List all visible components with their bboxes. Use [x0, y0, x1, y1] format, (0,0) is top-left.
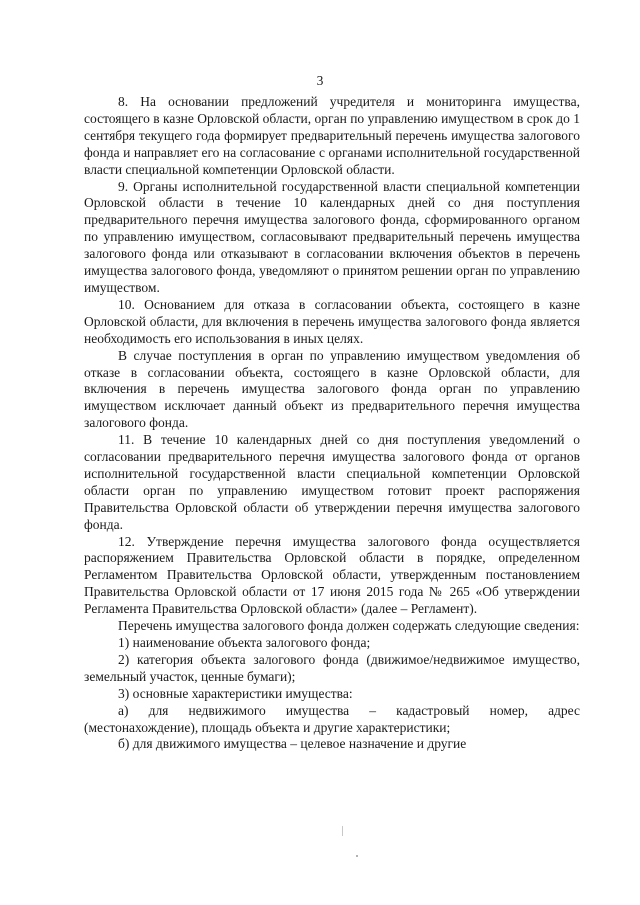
paragraph-list-intro: Перечень имущества залогового фонда должен содержать следующие сведения:	[118, 618, 580, 634]
scan-dot	[356, 855, 358, 857]
list-item-3a: а) для недвижимого имущества – кадастровый номер, адрес (местонахождение), площадь объекта и другие характеристики;	[84, 702, 580, 735]
paragraph-10-refusal: В случае поступления в орган по управлению имуществом уведомления об отказе в согласовании объекта, состоящего в казне Орловской области, для включения в перечень имущества залогового фонда орган по управлению имуществом исключает данный объект из предварительного перечня имущества залогового фонда.	[84, 347, 580, 431]
list-item-1: 1) наименование объекта залогового фонда;	[118, 635, 371, 650]
paragraph-12: 12. Утверждение перечня имущества залогового фонда осуществляется распоряжением Правительства Орловской области в порядке, определенном Регламентом Правительства Орловской области, утвержденным постановлением Правительства Орловской области от 17 июня 2015 года № 265 «Об утверждении Регламента Правительства Орловской области» (далее – Регламент).	[84, 533, 580, 617]
list-item-2: 2) категория объекта залогового фонда (движимое/недвижимое имущество, земельный участок, ценные бумаги);	[84, 651, 580, 684]
page-number: 3	[316, 73, 324, 88]
list-item-3: 3) основные характеристики имущества:	[118, 685, 353, 701]
paragraph-8: 8. На основании предложений учредителя и мониторинга имущества, состоящего в казне Орловской области, орган по управлению имуществом в срок до 1 сентября текущего года формирует предварительный перечень имущества залогового фонда и направляет его на согласование с органами исполнительной государственной власти специальной компетенции Орловской области.	[84, 94, 580, 177]
list-item-3b: б) для движимого имущества – целевое назначение и другие	[118, 736, 467, 752]
paragraph-11: 11. В течение 10 календарных дней со дня поступления уведомлений о согласовании предварительного перечня имущества залогового фонда от органов исполнительной государственной власти специальной компетенции Орловской области орган по управлению имуществом готовит проект распоряжения Правительства Орловской области об утверждении перечня имущества залогового фонда.	[84, 432, 580, 532]
scan-artifact	[342, 826, 343, 836]
document-body	[84, 94, 580, 753]
paragraph-10: 10. Основанием для отказа в согласовании объекта, состоящего в казне Орловской области, для включения в перечень имущества залогового фонда является необходимость его использования в иных целях.	[84, 296, 580, 346]
paragraph-9: 9. Органы исполнительной государственной власти специальной компетенции Орловской области в течение 10 календарных дней со дня поступления предварительного перечня имущества залогового фонда, сформированного органом по управлению имуществом, согласовывают предварительный перечень имущества залогового фонда или отказывают в согласовании включения объектов в перечень имущества залогового фонда, уведомляют о принятом решении орган по управлению имуществом.	[84, 178, 580, 295]
